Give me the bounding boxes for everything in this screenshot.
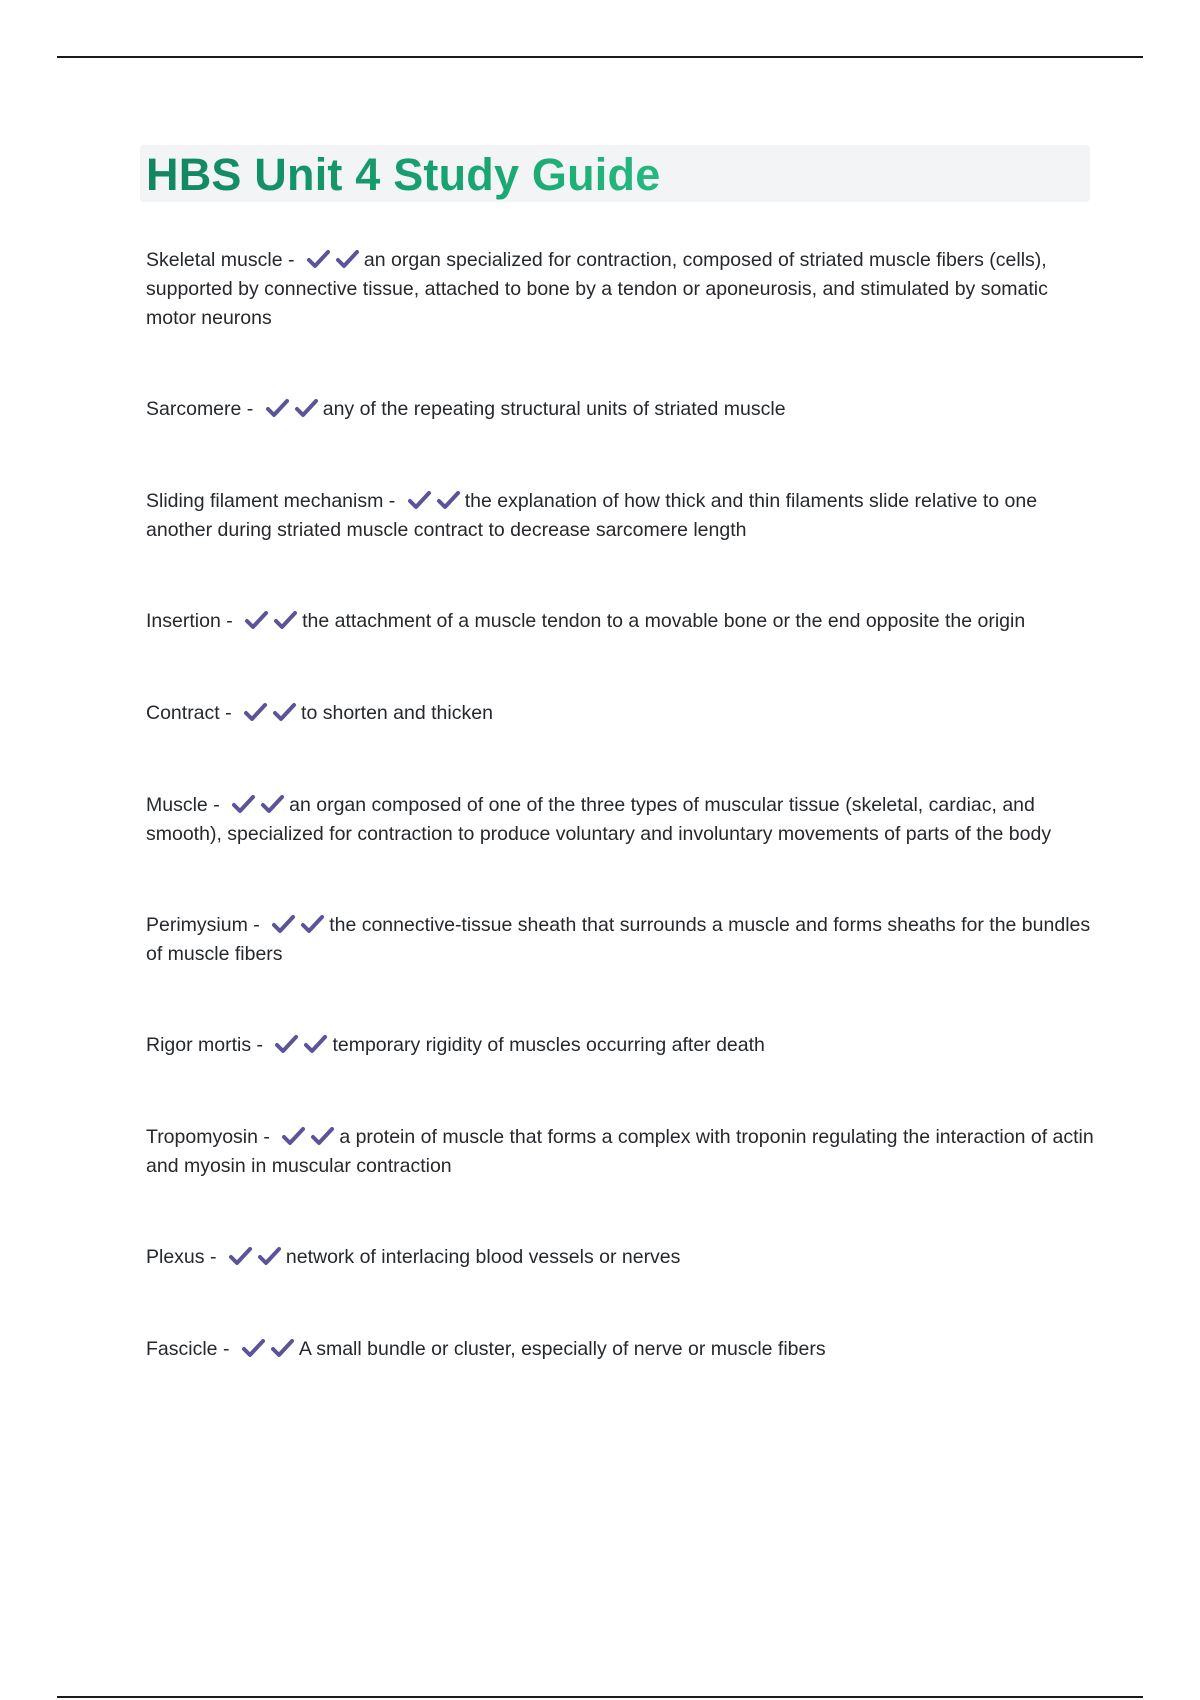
checkmark-icon (228, 1246, 253, 1266)
term-entry (146, 911, 1096, 969)
checkmark-icon (407, 490, 432, 510)
term-name: Sarcomere (146, 398, 242, 420)
term-entry (146, 395, 1096, 424)
checkmark-icon (231, 794, 256, 814)
checkmark-icon (244, 610, 269, 630)
term-entry (146, 607, 1096, 636)
check-pair (274, 1034, 328, 1056)
checkmark-icon (272, 702, 297, 722)
check-pair (243, 702, 297, 724)
checkmark-icon (300, 914, 325, 934)
check-pair (231, 794, 285, 816)
term-entry (146, 1243, 1096, 1272)
term-definition: the explanation of how thick and thin filaments slide relative to one another during striated muscle contract to decrease sarcomere length (146, 490, 1038, 541)
term-definition: A small bundle or cluster, especially of nerve or muscle fibers (298, 1338, 826, 1360)
term-separator: - (388, 490, 396, 512)
term-name: Tropomyosin (146, 1126, 258, 1148)
check-pair (306, 249, 360, 271)
term-name: Fascicle (146, 1338, 218, 1360)
term-separator: - (213, 794, 220, 816)
checkmark-icon (436, 490, 461, 510)
term-name: Contract (146, 702, 220, 724)
term-name: Insertion (146, 610, 221, 632)
checkmark-icon (335, 249, 360, 269)
term-name: Plexus (146, 1246, 205, 1268)
checkmark-icon (243, 702, 268, 722)
term-definition: an organ specialized for contraction, composed of striated muscle fibers (cells), supported by connective tissue, attached to bone by a tendon or aponeurosis, and stimulated by somatic motor neurons (146, 249, 1048, 329)
term-separator: - (222, 1338, 230, 1360)
term-name: Rigor mortis (146, 1034, 252, 1056)
term-definition: a protein of muscle that forms a complex with troponin regulating the interaction of actin and myosin in muscular contraction (146, 1126, 1094, 1177)
term-definition: network of interlacing blood vessels or nerves (285, 1246, 681, 1268)
checkmark-icon (281, 1126, 306, 1146)
checkmark-icon (274, 1034, 299, 1054)
term-definition: any of the repeating structural units of striated muscle (322, 398, 786, 420)
page-title: HBS Unit 4 Study Guide (146, 149, 661, 200)
term-entry (146, 487, 1096, 545)
term-separator: - (226, 610, 233, 632)
term-separator: - (253, 914, 260, 936)
checkmark-icon (260, 794, 285, 814)
check-pair (407, 490, 461, 512)
bottom-rule (57, 1696, 1143, 1698)
checkmark-icon (257, 1246, 282, 1266)
checkmark-icon (271, 914, 296, 934)
checkmark-icon (265, 398, 290, 418)
term-name: Muscle (146, 794, 208, 816)
term-separator: - (263, 1126, 270, 1148)
checkmark-icon (270, 1338, 295, 1358)
check-pair (281, 1126, 335, 1148)
check-pair (241, 1338, 295, 1360)
term-entry (146, 1123, 1096, 1181)
check-pair (244, 610, 298, 632)
check-pair (271, 914, 325, 936)
top-rule (57, 56, 1143, 58)
term-entry (146, 1335, 1096, 1364)
term-definition: an organ composed of one of the three types of muscular tissue (skeletal, cardiac, and smooth), specialized for contraction to produce voluntary and involuntary movements of parts of the body (146, 794, 1052, 845)
checkmark-icon (273, 610, 298, 630)
terms-list (146, 246, 1096, 1427)
checkmark-icon (294, 398, 319, 418)
term-definition: to shorten and thicken (301, 702, 493, 724)
term-name: Skeletal muscle (146, 249, 283, 271)
checkmark-icon (241, 1338, 266, 1358)
checkmark-icon (310, 1126, 335, 1146)
checkmark-icon (306, 249, 331, 269)
term-separator: - (209, 1246, 217, 1268)
term-separator: - (246, 398, 254, 420)
term-separator: - (225, 702, 232, 724)
term-entry (146, 699, 1096, 728)
check-pair (265, 398, 319, 420)
checkmark-icon (303, 1034, 328, 1054)
term-definition: temporary rigidity of muscles occurring after death (332, 1034, 765, 1056)
term-separator: - (256, 1034, 264, 1056)
term-entry (146, 246, 1096, 333)
term-entry (146, 1031, 1096, 1060)
term-name: Perimysium (146, 914, 248, 936)
term-separator: - (287, 249, 295, 271)
term-name: Sliding filament mechanism (146, 490, 384, 512)
term-definition: the connective-tissue sheath that surrounds a muscle and forms sheaths for the bundles of muscle fibers (146, 914, 1091, 965)
term-definition: the attachment of a muscle tendon to a movable bone or the end opposite the origin (302, 610, 1026, 632)
term-entry (146, 791, 1096, 849)
check-pair (228, 1246, 282, 1268)
